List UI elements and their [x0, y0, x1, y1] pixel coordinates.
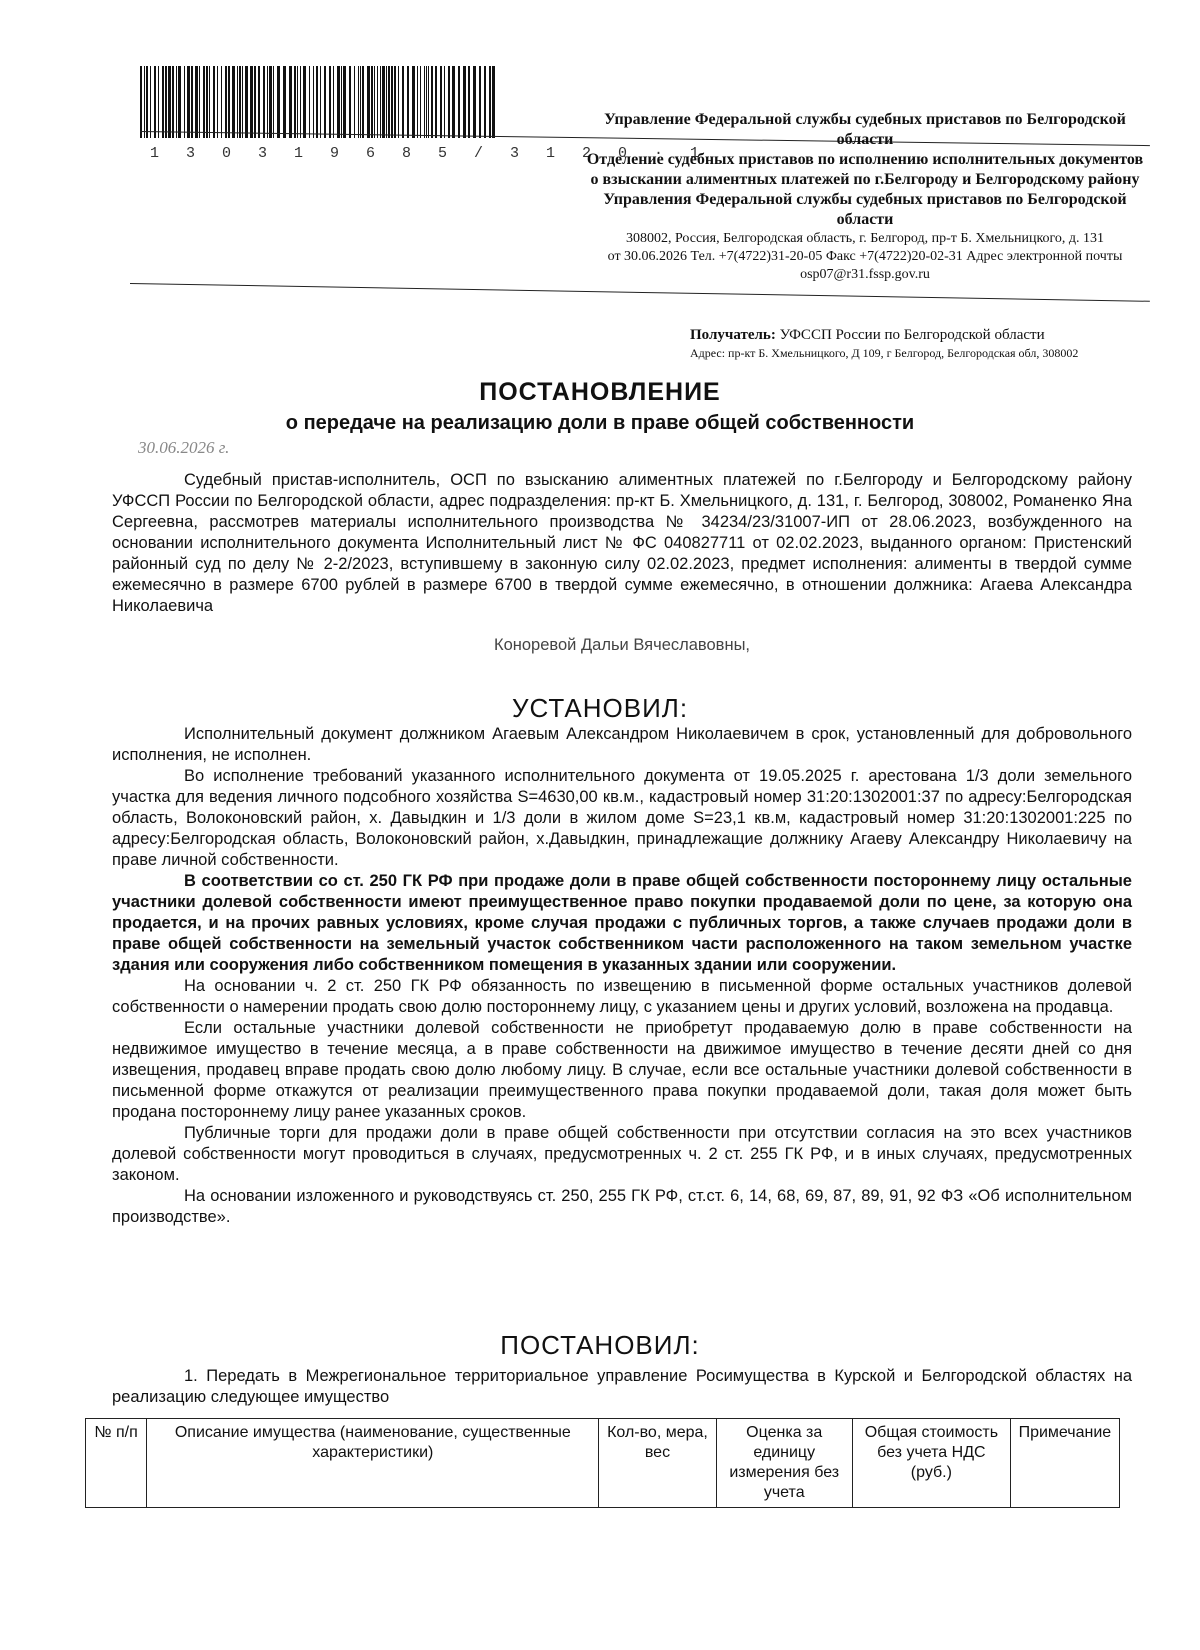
barcode-bar	[435, 66, 437, 138]
barcode-bar	[380, 66, 381, 138]
header-cell-unit-price: Оценка за единицу измерения без учета	[716, 1419, 852, 1508]
paragraph: Если остальные участники долевой собственности не приобретут продаваемую долю в праве собственности на недвижимое имущество в течение месяца, а в праве собственности на движимое имущество в течение десяти дней со дня извещения, продавец вправе продать свою долю любому лицу. В случае, если все остальные участники долевой собственности в письменной форме откажутся от реализации преимущественного права покупки продаваемой доли, такая доля может быть продана постороннему лицу ранее указанных сроков.	[112, 1019, 1132, 1121]
barcode-bar	[140, 66, 142, 138]
barcode-bar	[341, 66, 342, 138]
barcode-bar	[337, 66, 340, 138]
header-cell-total: Общая стоимость без учета НДС (руб.)	[852, 1419, 1010, 1508]
barcode-bar	[277, 66, 280, 138]
barcode-bar	[386, 66, 387, 138]
intro-paragraph: Судебный пристав-исполнитель, ОСП по взысканию алиментных платежей по г.Белгороду и Белгородскому району УФССП России по Белгородской области, адрес подразделения: пр-кт Б. Хмельницкого, д. 131, г. Белгород, 308002, Романенко Яна Сергеевна, рассмотрев материалы исполнительного производства № 34234/23/31007-ИП от 28.06.2023, возбужденного на основании исполнительного документа Исполнительный лист № ФС 040827711 от 02.02.2023, выданного органом: Пристенский районный суд по делу № 2-2/2023, вступившему в законную силу 02.02.2023, предмет исполнения: алименты в твердой сумме ежемесячно в размере 6700 рублей в размере 6700 в твердой сумме ежемесячно, в отношении должника: Агаева Александра Николаевича	[112, 471, 1132, 615]
barcode-bar	[407, 66, 409, 138]
barcode-bar	[217, 66, 218, 138]
barcode-bar	[172, 66, 174, 138]
barcode-bar	[162, 66, 164, 138]
barcode-bar	[176, 66, 177, 138]
header-cell-quantity: Кол-во, мера, вес	[599, 1419, 716, 1508]
barcode-bar	[362, 66, 364, 138]
barcode-bar	[313, 66, 314, 138]
department-name: Отделение судебных приставов по исполнению исполнительных документов о взыскании алиментных платежей по г.Белгороду и Белгородскому району Управления Федеральной службы судебных приставов по Белгородской области	[586, 151, 1144, 228]
barcode-bar	[349, 66, 351, 138]
barcode-bar	[391, 66, 393, 138]
barcode-bar	[195, 66, 198, 138]
barcode-bar	[144, 66, 145, 138]
barcode-bar	[228, 66, 230, 138]
barcode-bar	[324, 66, 326, 138]
recipient-address: Адрес: пр-кт Б. Хмельницкого, Д 109, г Белгород, Белгородская обл, 308002	[690, 346, 1079, 360]
barcode-bar	[371, 66, 373, 138]
barcode-bar	[394, 66, 396, 138]
barcode-bar	[273, 66, 274, 138]
header-cell-number: № п/п	[86, 1419, 147, 1508]
barcode-bar	[146, 66, 148, 138]
barcode-bar	[232, 66, 235, 138]
barcode-bar	[150, 66, 151, 138]
established-section	[112, 724, 1132, 1228]
barcode-bar	[239, 66, 241, 138]
barcode-bar	[254, 66, 256, 138]
barcode-bar	[360, 66, 361, 138]
barcode-bar	[283, 66, 286, 138]
barcode-bar	[165, 66, 167, 138]
paragraph: На основании ч. 2 ст. 250 ГК РФ обязанность по извещению в письменной форме остальных участников долевой собственности о намерении продать свою долю постороннему лицу, с указанием цены и других условий, возложена на продавца.	[112, 977, 1132, 1016]
document-date: 30.06.2026 г.	[138, 438, 230, 457]
barcode-bar	[431, 66, 433, 138]
barcode-digits: 1 3 0 3 1 9 6 8 5 / 3 1 2 0 · 1	[150, 145, 709, 162]
barcode-bar	[468, 66, 470, 138]
barcode-bar	[178, 66, 181, 138]
barcode-bar	[242, 66, 243, 138]
barcode-bar	[440, 66, 442, 138]
barcode-bar	[184, 66, 185, 138]
agency-header	[585, 110, 1145, 284]
intro-continuation: Коноревой Дальи Вячеславовны,	[493, 636, 751, 654]
barcode-bar	[250, 66, 253, 138]
header-cell-description: Описание имущества (наименование, существенные характеристики)	[147, 1419, 599, 1508]
resolution-item: 1. Передать в Межрегиональное территориальное управление Росимущества в Курской и Белгородской областях на реализацию следующее имущество	[112, 1367, 1132, 1406]
barcode-bar	[374, 66, 375, 138]
paragraph: Публичные торги для продажи доли в праве общей собственности при отсутствии согласия на это всех участников долевой собственности могут проводиться в случаях, предусмотренных ч. 2 ст. 255 ГК РФ, и в иных случаях, предусмотренных законом.	[112, 1124, 1132, 1184]
barcode-bar	[320, 66, 321, 138]
barcode-bar	[367, 66, 370, 138]
barcode-bar	[426, 66, 427, 138]
barcode-bar	[448, 66, 450, 138]
barcode-bar	[412, 66, 415, 138]
barcode-bar	[444, 66, 445, 138]
barcode-bar	[388, 66, 390, 138]
department-address: 308002, Россия, Белгородская область, г. Белгород, пр-т Б. Хмельницкого, д. 131	[625, 231, 1105, 246]
recipient-name: УФССП России по Белгородской области	[779, 327, 1045, 343]
property-table	[85, 1418, 1120, 1508]
barcode-bar	[309, 66, 310, 138]
header-rule-bottom	[130, 283, 1150, 302]
barcode-bar	[199, 66, 200, 138]
barcode-bar	[358, 66, 359, 138]
recipient-block	[690, 327, 1150, 361]
barcode-bar	[452, 66, 455, 138]
barcode-bar	[377, 66, 378, 138]
barcode-bar	[303, 66, 306, 138]
resolution-section	[112, 1366, 1132, 1408]
recipient-label: Получатель:	[690, 327, 776, 343]
barcode-bar	[343, 66, 346, 138]
barcode-bar	[267, 66, 268, 138]
barcode-bar	[168, 66, 171, 138]
barcode-bar	[473, 66, 476, 138]
barcode-bar	[492, 66, 495, 138]
header-cell-note: Примечание	[1010, 1419, 1119, 1508]
barcode-bar	[300, 66, 301, 138]
paragraph: Исполнительный документ должником Агаевым Александром Николаевичем в срок, установленный для добровольного исполнения, не исполнен.	[112, 725, 1132, 764]
barcode-bar	[316, 66, 318, 138]
barcode-bar	[424, 66, 425, 138]
barcode-bar	[203, 66, 205, 138]
barcode-bar	[458, 66, 460, 138]
barcode-bar	[463, 66, 466, 138]
barcode-bar	[428, 66, 429, 138]
department-contacts: от 30.06.2026 Тел. +7(4722)31-20-05 Факс +7(4722)20-02-31 Адрес электронной почты osp07@r31.fssp.gov.ru	[607, 249, 1123, 282]
barcode-bar	[209, 66, 210, 138]
barcode-bar	[297, 66, 298, 138]
barcode-bar	[489, 66, 491, 138]
barcode-bar	[382, 66, 385, 138]
barcode-bar	[420, 66, 421, 138]
paragraph: Во исполнение требований указанного исполнительного документа от 19.05.2025 г. арестована 1/3 доли земельного участка для ведения личного подсобного хозяйства S=4630,00 кв.м., кадастровый номер 31:20:1302001:37 по адресу:Белгородская область, Волоконовский район, х. Давыдкин и 1/3 доли в жилом доме S=23,1 кв.м, кадастровый номер 31:20:1302001:225 по адресу:Белгородская область, Волоконовский район, х.Давыдкин, принадлежащие должнику Агаеву Александру Николаевичу на праве личной собственности.	[112, 767, 1132, 869]
barcode-bar	[221, 66, 222, 138]
barcode-bar	[333, 66, 334, 138]
barcode-bar	[329, 66, 331, 138]
resolved-heading: ПОСТАНОВИЛ:	[500, 1330, 700, 1360]
barcode-bar	[225, 66, 227, 138]
barcode-bar	[484, 66, 486, 138]
barcode-bar	[191, 66, 193, 138]
barcode-bar	[213, 66, 215, 138]
intro-section	[112, 470, 1132, 656]
barcode-bar	[258, 66, 260, 138]
barcode-bar	[479, 66, 481, 138]
barcode-bar	[158, 66, 159, 138]
document-subtitle: о передаче на реализацию доли в праве общей собственности	[285, 412, 915, 434]
table-header-row	[86, 1419, 1120, 1508]
barcode-bar	[289, 66, 292, 138]
established-heading: УСТАНОВИЛ:	[511, 693, 689, 723]
barcode-bar	[294, 66, 296, 138]
barcode-bar	[154, 66, 156, 138]
document-title: ПОСТАНОВЛЕНИЕ	[479, 378, 721, 406]
barcode-bar	[245, 66, 248, 138]
barcode-bar	[263, 66, 265, 138]
barcode-bar	[398, 66, 399, 138]
barcode-bar	[269, 66, 272, 138]
barcode-bar	[354, 66, 355, 138]
paragraph: В соответствии со ст. 250 ГК РФ при продаже доли в праве общей собственности постороннему лицу остальные участники долевой собственности имеют преимущественное право покупки продаваемой доли по цене, за которую она продается, и на прочих равных условиях, кроме случая продажи с публичных торгов, а также случаев продажи доли в праве общей собственности на земельный участок собственником части расположенного на таком земельном участке здания или сооружения либо собственником помещения в указанных здании или сооружении.	[112, 872, 1132, 974]
barcode-bar	[206, 66, 208, 138]
agency-name: Управление Федеральной службы судебных приставов по Белгородской области	[604, 111, 1126, 148]
barcode-bar	[187, 66, 190, 138]
barcode-bar	[402, 66, 404, 138]
paragraph: На основании изложенного и руководствуясь ст. 250, 255 ГК РФ, ст.ст. 6, 14, 68, 69, 87, 89, 91, 92 ФЗ «Об исполнительном производстве».	[112, 1187, 1132, 1226]
barcode-bar	[417, 66, 418, 138]
barcode-bar	[237, 66, 238, 138]
